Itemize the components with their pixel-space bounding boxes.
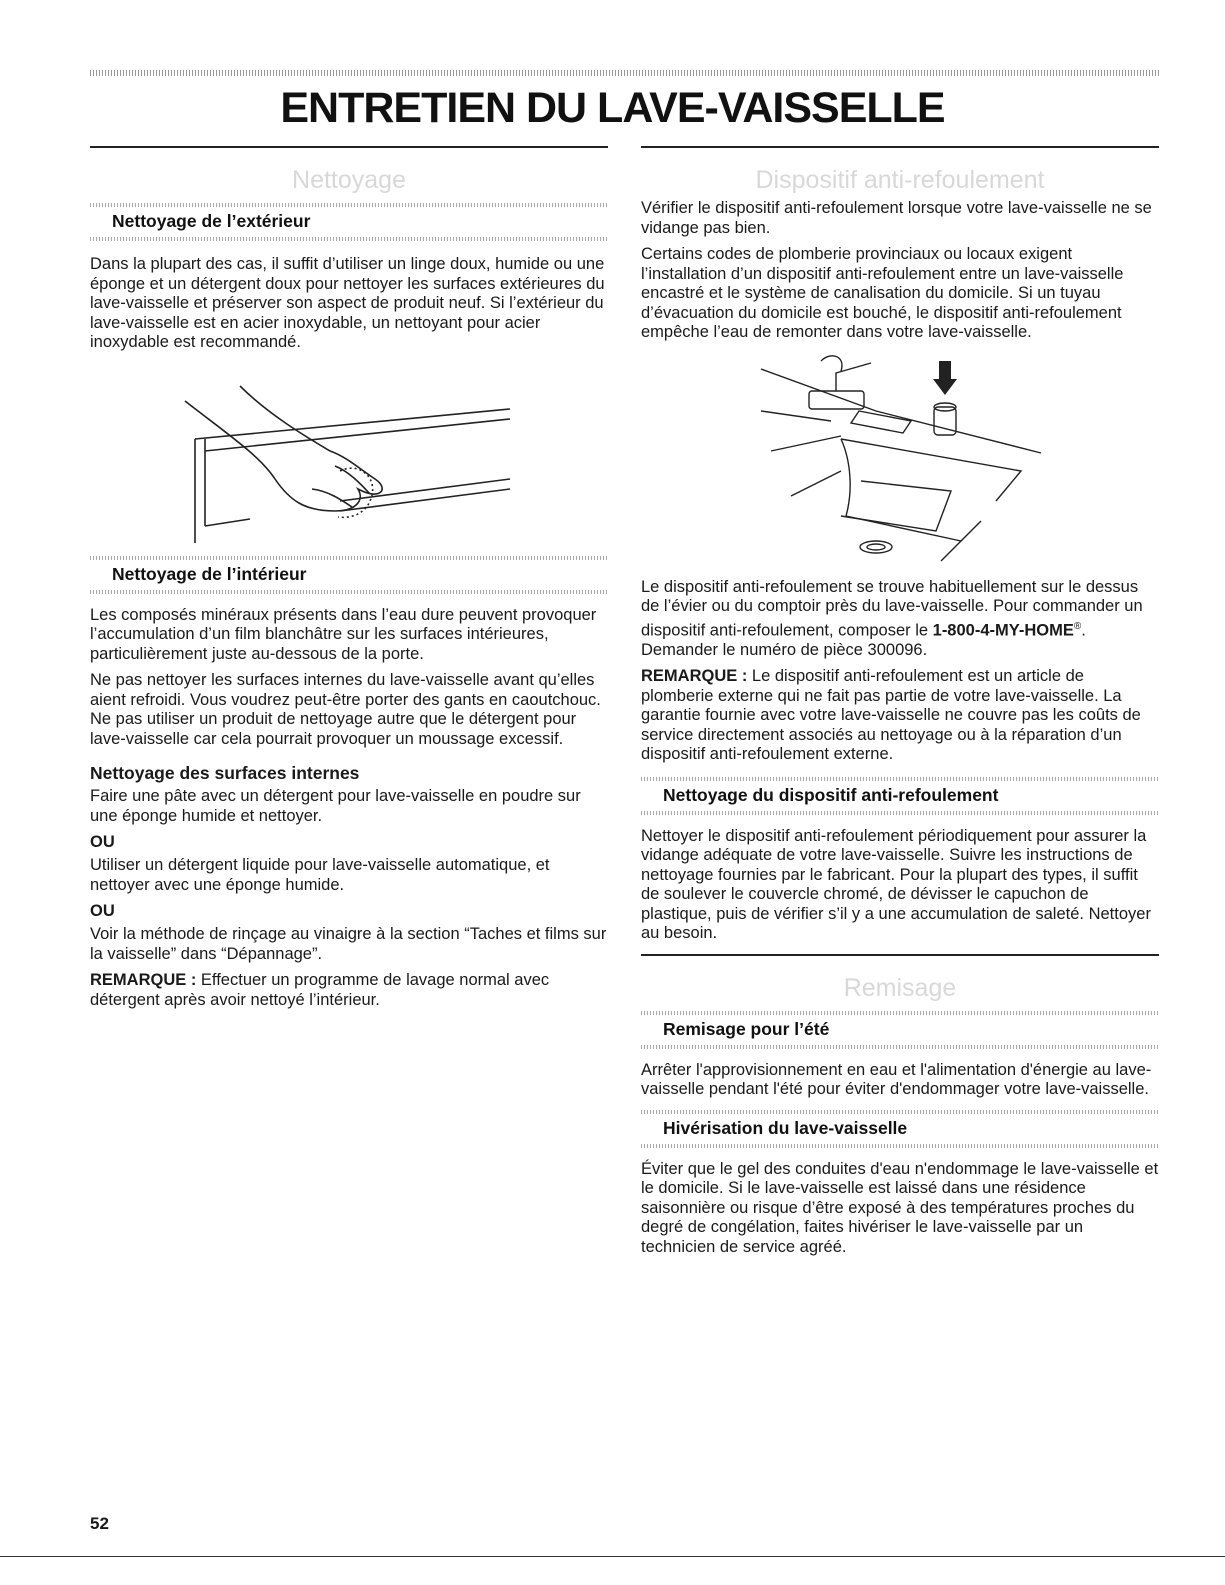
internal-text-2: Utiliser un détergent liquide pour lave-vaisselle automatique, et nettoyer avec une éponge humide. [90, 856, 550, 894]
section-rule [90, 146, 608, 148]
dotted-divider [90, 590, 608, 594]
left-column [90, 146, 608, 1017]
interior-text-1: Les composés minéraux présents dans l’eau dure peuvent provoquer l’accumulation d’un film blanchâtre sur les surfaces intérieures, particulièrement juste au-dessous de la porte. [90, 605, 597, 663]
note-label: REMARQUE : [90, 971, 197, 989]
subheading-backflow-cleaning: Nettoyage du dispositif anti-refoulement [663, 784, 999, 805]
subheading-exterior: Nettoyage de l’extérieur [112, 211, 311, 231]
registered-mark: ® [1073, 620, 1082, 632]
subheading-summer: Remisage pour l’été [663, 1018, 830, 1039]
sink-illustration [641, 351, 1159, 570]
internal-note [90, 971, 608, 1010]
summer-text: Arrêter l'approvisionnement en eau et l'alimentation d'énergie au lave-vaisselle pendant l'été pour éviter d'endommager votre lave-vaisselle. [641, 1060, 1152, 1098]
page-title: ENTRETIEN DU LAVE-VAISSELLE [280, 84, 945, 132]
exterior-text: Dans la plupart des cas, il suffit d’utiliser un linge doux, humide ou une éponge et un détergent doux pour nettoyer les surfaces extérieures du lave-vaisselle et préserver son aspect de produit neuf. Si l’extérieur du lave-vaisselle est en acier inoxydable, un nettoyant pour acier inoxydable est recommandé. [90, 255, 605, 351]
interior-text-2: Ne pas nettoyer les surfaces internes du lave-vaisselle avant qu’elles aient refroidi. Vous voudrez peut-être porter des gants en caoutchouc. Ne pas utiliser un produit de nettoyage autre que le détergent pour lave-vaisselle car cela pourrait provoquer un moussage excessif. [90, 671, 601, 748]
bottom-rule [0, 1556, 1225, 1557]
internal-text-3: Voir la méthode de rinçage au vinaigre à la section “Taches et films sur la vaisselle” dans “Dépannage”. [90, 925, 607, 963]
backflow-note [641, 667, 1159, 765]
note-text: Le dispositif anti-refoulement est un article de plomberie externe qui ne fait pas partie de votre lave-vaisselle. La garantie fournie avec votre lave-vaisselle ne couvre pas les coûts de service directement associés au nettoyage ou à la réparation d’un dispositif anti-refoulement externe. [641, 667, 1141, 763]
dotted-divider [90, 237, 608, 241]
section-title-nettoyage: Nettoyage [292, 166, 406, 194]
section-rule [641, 146, 1159, 148]
backflow-text-1: Vérifier le dispositif anti-refoulement lorsque votre lave-vaisselle ne se vidange pas bien. [641, 199, 1152, 237]
phone-number: 1-800-4-MY-HOME [932, 621, 1074, 639]
internal-text-1: Faire une pâte avec un détergent pour lave-vaisselle en poudre sur une éponge humide et nettoyer. [90, 787, 581, 825]
order-text: Le dispositif anti-refoulement se trouve habituellement sur le dessus de l’évier ou du comptoir près du lave-vaisselle. Pour commander un dispositif anti-refoulement, composer le [641, 577, 1143, 639]
backflow-text-2: Certains codes de plomberie provinciaux ou locaux exigent l’installation d’un dispositif anti-refoulement entre un lave-vaisselle encastré et le système de canalisation du domicile. Si un tuyau d’évacuation du domicile est bouché, le dispositif anti-refoulement empêche l’eau de remonter dans votre lave-vaisselle. [641, 245, 1124, 341]
backflow-text-3 [641, 578, 1159, 661]
sink-air-gap-illustration [641, 351, 1159, 565]
or-label: OU [90, 902, 115, 920]
page-number: 52 [90, 1514, 109, 1533]
dotted-divider [641, 1144, 1159, 1148]
section-rule [641, 954, 1159, 956]
section-title-storage: Remisage [843, 973, 957, 1002]
subheading-interior: Nettoyage de l’intérieur [112, 563, 307, 584]
or-label: OU [90, 833, 115, 851]
dotted-divider [641, 811, 1159, 815]
cleaning-illustration [90, 361, 608, 548]
note-text: Effectuer un programme de lavage normal avec détergent après avoir nettoyé l’intérieur. [90, 971, 550, 1009]
subheading-internal-surfaces: Nettoyage des surfaces internes [90, 763, 360, 783]
dotted-divider [641, 1045, 1159, 1049]
hand-wiping-illustration [90, 361, 608, 543]
top-decorative-stripe [90, 70, 1160, 76]
section-title-backflow: Dispositif anti-refoulement [755, 166, 1045, 194]
down-arrow-icon [933, 361, 957, 395]
note-label: REMARQUE : [641, 667, 748, 685]
right-column [641, 146, 1159, 1264]
winter-text: Éviter que le gel des conduites d'eau n'endommage le lave-vaisselle et le domicile. Si le lave-vaisselle est laissé dans une résidence saisonnière ou risque d’être exposé à des températures proches du degré de congélation, faites hivériser le lave-vaisselle par un technicien de service agréé. [641, 1159, 1159, 1256]
subheading-winter: Hivérisation du lave-vaisselle [663, 1117, 908, 1138]
part-number-text: . Demander le numéro de pièce 300096. [641, 621, 1086, 659]
backflow-cleaning-text: Nettoyer le dispositif anti-refoulement périodiquement pour assurer la vidange adéquate de votre lave-vaisselle. Suivre les instructions de nettoyage fournies par le fabricant. Pour la plupart des types, il suffit de soulever le couvercle chromé, de dévisser le capuchon de plastique, puis de vérifier s’il y a une accumulation de saleté. Nettoyer au besoin. [641, 826, 1151, 942]
